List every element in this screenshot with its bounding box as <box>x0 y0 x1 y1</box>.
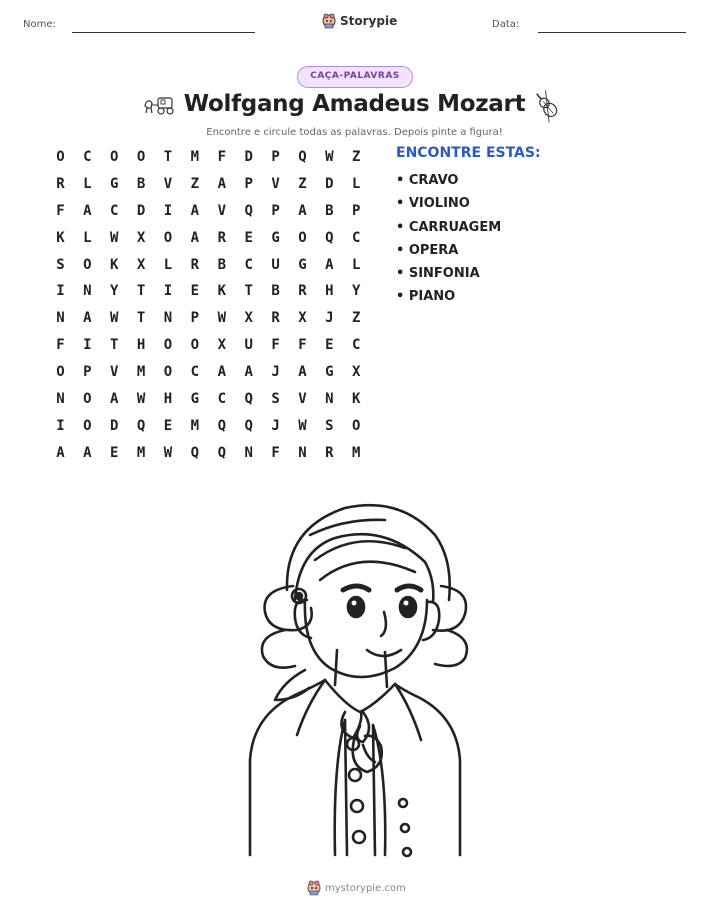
grid-letter[interactable]: V <box>298 391 307 408</box>
grid-letter[interactable]: N <box>163 310 173 327</box>
grid-letter[interactable]: C <box>83 149 92 165</box>
grid-letter[interactable]: A <box>83 310 92 327</box>
grid-letter[interactable]: X <box>136 256 146 273</box>
grid-letter[interactable]: C <box>244 256 253 273</box>
grid-letter[interactable]: A <box>83 444 92 461</box>
grid-row <box>47 415 370 442</box>
storypie-mascot-icon <box>322 13 336 29</box>
grid-letter[interactable]: P <box>244 175 253 192</box>
grid-row <box>47 442 370 469</box>
grid-letter[interactable]: T <box>110 337 119 354</box>
grid-letter[interactable]: T <box>136 310 146 327</box>
word-list-title: ENCONTRE ESTAS: <box>396 145 541 161</box>
word-list-item: • SINFONIA <box>396 266 480 282</box>
grid-letter[interactable]: W <box>217 310 226 327</box>
grid-letter[interactable]: O <box>136 149 146 165</box>
grid-letter[interactable]: G <box>190 391 200 408</box>
grid-letter[interactable]: Q <box>325 229 334 246</box>
word-search-grid[interactable] <box>47 146 370 469</box>
grid-letter[interactable]: S <box>271 391 280 408</box>
grid-letter[interactable]: Z <box>298 175 307 192</box>
grid-letter[interactable]: R <box>325 444 334 461</box>
grid-letter[interactable]: V <box>271 175 280 192</box>
grid-letter[interactable]: E <box>325 337 334 354</box>
grid-letter[interactable]: N <box>83 283 92 300</box>
grid-letter[interactable]: Q <box>136 417 146 434</box>
grid-letter[interactable]: I <box>163 202 173 219</box>
grid-letter[interactable]: J <box>325 310 334 327</box>
grid-letter[interactable]: G <box>298 256 307 273</box>
grid-letter[interactable]: O <box>56 149 65 165</box>
grid-letter[interactable]: W <box>110 229 119 246</box>
word-list-item: • CRAVO <box>396 173 459 188</box>
grid-letter[interactable]: D <box>244 149 253 165</box>
grid-letter[interactable]: T <box>244 283 253 300</box>
grid-letter[interactable]: L <box>83 229 92 246</box>
grid-row <box>47 334 370 361</box>
footer-url[interactable]: mystorypie.com <box>325 882 406 894</box>
grid-letter[interactable]: E <box>190 283 200 300</box>
grid-letter[interactable]: Z <box>352 149 361 165</box>
word-list-item: • OPERA <box>396 242 459 258</box>
grid-letter[interactable]: D <box>110 417 119 434</box>
grid-letter[interactable]: A <box>110 391 119 408</box>
grid-letter[interactable]: U <box>271 256 280 273</box>
grid-letter[interactable]: B <box>271 283 280 300</box>
grid-letter[interactable]: M <box>352 444 361 461</box>
grid-letter[interactable]: K <box>352 391 361 408</box>
grid-letter[interactable]: O <box>163 364 173 381</box>
date-label: Data: <box>492 19 520 30</box>
grid-letter[interactable]: I <box>83 337 92 354</box>
grid-letter[interactable]: I <box>56 283 65 300</box>
grid-letter[interactable]: Q <box>217 444 226 461</box>
grid-letter[interactable]: C <box>352 337 361 354</box>
word-list-item: • VIOLINO <box>396 196 470 212</box>
grid-letter[interactable]: F <box>56 337 65 354</box>
mozart-coloring-illustration[interactable] <box>235 490 475 860</box>
grid-row <box>47 146 370 173</box>
grid-letter[interactable]: P <box>271 202 280 219</box>
grid-letter[interactable]: X <box>298 310 307 327</box>
grid-letter[interactable]: Y <box>352 283 361 300</box>
grid-letter[interactable]: F <box>217 149 226 165</box>
grid-letter[interactable]: K <box>56 229 65 246</box>
grid-letter[interactable]: A <box>83 202 92 219</box>
grid-letter[interactable]: G <box>325 364 334 381</box>
grid-letter[interactable]: H <box>325 283 334 300</box>
grid-letter[interactable]: T <box>163 149 173 165</box>
grid-letter[interactable]: F <box>271 444 280 461</box>
grid-letter[interactable]: S <box>325 417 334 434</box>
grid-letter[interactable]: W <box>136 391 146 408</box>
grid-row <box>47 200 370 227</box>
grid-letter[interactable]: I <box>56 417 65 434</box>
grid-letter[interactable]: A <box>298 202 307 219</box>
grid-letter[interactable]: K <box>110 256 119 273</box>
grid-letter[interactable]: A <box>217 175 226 192</box>
grid-letter[interactable]: V <box>163 175 173 192</box>
grid-letter[interactable]: O <box>163 337 173 354</box>
grid-letter[interactable]: M <box>190 149 200 165</box>
grid-letter[interactable]: O <box>83 391 92 408</box>
grid-letter[interactable]: V <box>217 202 226 219</box>
name-line[interactable] <box>72 32 255 33</box>
name-label: Nome: <box>23 19 56 30</box>
grid-letter[interactable]: A <box>325 256 334 273</box>
grid-letter[interactable]: F <box>271 337 280 354</box>
grid-letter[interactable]: Q <box>298 149 307 165</box>
grid-row <box>47 173 370 200</box>
grid-letter[interactable]: B <box>136 175 146 192</box>
grid-letter[interactable]: X <box>136 229 146 246</box>
grid-letter[interactable]: P <box>83 364 92 381</box>
grid-letter[interactable]: M <box>136 444 146 461</box>
grid-letter[interactable]: N <box>244 444 253 461</box>
grid-row <box>47 307 370 334</box>
grid-letter[interactable]: L <box>163 256 173 273</box>
grid-letter[interactable]: W <box>298 417 307 434</box>
grid-letter[interactable]: Q <box>190 444 200 461</box>
grid-letter[interactable]: K <box>217 283 226 300</box>
grid-row <box>47 254 370 281</box>
grid-letter[interactable]: M <box>190 417 200 434</box>
grid-letter[interactable]: B <box>217 256 226 273</box>
grid-letter[interactable]: X <box>244 310 253 327</box>
grid-letter[interactable]: X <box>217 337 226 354</box>
grid-letter[interactable]: C <box>110 202 119 219</box>
grid-letter[interactable]: Q <box>217 417 226 434</box>
grid-letter[interactable]: D <box>325 175 334 192</box>
grid-letter[interactable]: O <box>163 229 173 246</box>
category-badge: CAÇA-PALAVRAS <box>297 66 413 88</box>
grid-letter[interactable]: L <box>83 175 92 192</box>
grid-letter[interactable]: N <box>325 391 334 408</box>
grid-letter[interactable]: N <box>56 310 65 327</box>
storypie-mascot-icon <box>307 880 321 896</box>
grid-letter[interactable]: A <box>217 364 226 381</box>
grid-letter[interactable]: C <box>352 229 361 246</box>
grid-letter[interactable]: Z <box>352 310 361 327</box>
word-list-item: • PIANO <box>396 289 456 305</box>
date-line[interactable] <box>538 32 686 33</box>
word-list-item: • CARRUAGEM <box>396 219 502 235</box>
grid-letter[interactable]: V <box>110 364 119 381</box>
grid-letter[interactable]: E <box>163 417 173 434</box>
grid-letter[interactable]: A <box>244 364 253 381</box>
grid-letter[interactable]: Q <box>244 391 253 408</box>
grid-letter[interactable]: Q <box>244 202 253 219</box>
grid-letter[interactable]: M <box>136 364 146 381</box>
grid-letter[interactable]: A <box>190 229 200 246</box>
grid-letter[interactable]: A <box>56 444 65 461</box>
grid-letter[interactable]: N <box>56 391 65 408</box>
grid-letter[interactable]: G <box>110 175 119 192</box>
grid-row <box>47 361 370 388</box>
grid-row <box>47 388 370 415</box>
grid-letter[interactable]: R <box>271 310 280 327</box>
grid-letter[interactable]: J <box>271 417 280 434</box>
grid-letter[interactable]: R <box>190 256 200 273</box>
grid-letter[interactable]: P <box>190 310 200 327</box>
grid-letter[interactable]: O <box>83 256 92 273</box>
grid-letter[interactable]: O <box>56 364 65 381</box>
grid-letter[interactable]: J <box>271 364 280 381</box>
grid-letter[interactable]: R <box>56 175 65 192</box>
grid-letter[interactable]: D <box>136 202 146 219</box>
instructions: Encontre e circule todas as palavras. Depois pinte a figura! <box>206 127 503 138</box>
violin-icon <box>530 89 564 123</box>
grid-letter[interactable]: H <box>163 391 173 408</box>
grid-letter[interactable]: O <box>190 337 200 354</box>
brand-logo <box>322 13 397 29</box>
grid-letter[interactable]: W <box>325 149 334 165</box>
grid-letter[interactable]: G <box>271 229 280 246</box>
grid-letter[interactable]: C <box>190 364 200 381</box>
grid-letter[interactable]: N <box>298 444 307 461</box>
grid-letter[interactable]: R <box>298 283 307 300</box>
grid-letter[interactable]: T <box>136 283 146 300</box>
grid-letter[interactable]: F <box>298 337 307 354</box>
grid-letter[interactable]: C <box>217 391 226 408</box>
grid-letter[interactable]: P <box>271 149 280 165</box>
grid-letter[interactable]: A <box>190 202 200 219</box>
grid-letter[interactable]: F <box>56 202 65 219</box>
grid-letter[interactable]: Y <box>110 283 119 300</box>
grid-letter[interactable]: Z <box>190 175 200 192</box>
grid-letter[interactable]: O <box>110 149 119 165</box>
grid-letter[interactable]: S <box>56 256 65 273</box>
grid-letter[interactable]: B <box>325 202 334 219</box>
grid-letter[interactable]: Q <box>244 417 253 434</box>
grid-letter[interactable]: L <box>352 256 361 273</box>
grid-letter[interactable]: W <box>110 310 119 327</box>
footer <box>307 880 406 896</box>
grid-letter[interactable]: W <box>163 444 173 461</box>
grid-row <box>47 280 370 307</box>
grid-letter[interactable]: X <box>352 364 361 381</box>
grid-letter[interactable]: O <box>352 417 361 434</box>
page-title: Wolfgang Amadeus Mozart <box>183 91 526 117</box>
grid-letter[interactable]: O <box>83 417 92 434</box>
word-list <box>396 172 501 312</box>
grid-row <box>47 227 370 254</box>
grid-letter[interactable]: P <box>352 202 361 219</box>
grid-letter[interactable]: E <box>244 229 253 246</box>
brand-name: Storypie <box>340 14 398 28</box>
grid-letter[interactable]: I <box>163 283 173 300</box>
grid-letter[interactable]: R <box>217 229 226 246</box>
grid-letter[interactable]: H <box>136 337 146 354</box>
grid-letter[interactable]: O <box>298 229 307 246</box>
grid-letter[interactable]: A <box>298 364 307 381</box>
grid-letter[interactable]: E <box>110 444 119 461</box>
grid-letter[interactable]: U <box>244 337 253 354</box>
grid-letter[interactable]: L <box>352 175 361 192</box>
